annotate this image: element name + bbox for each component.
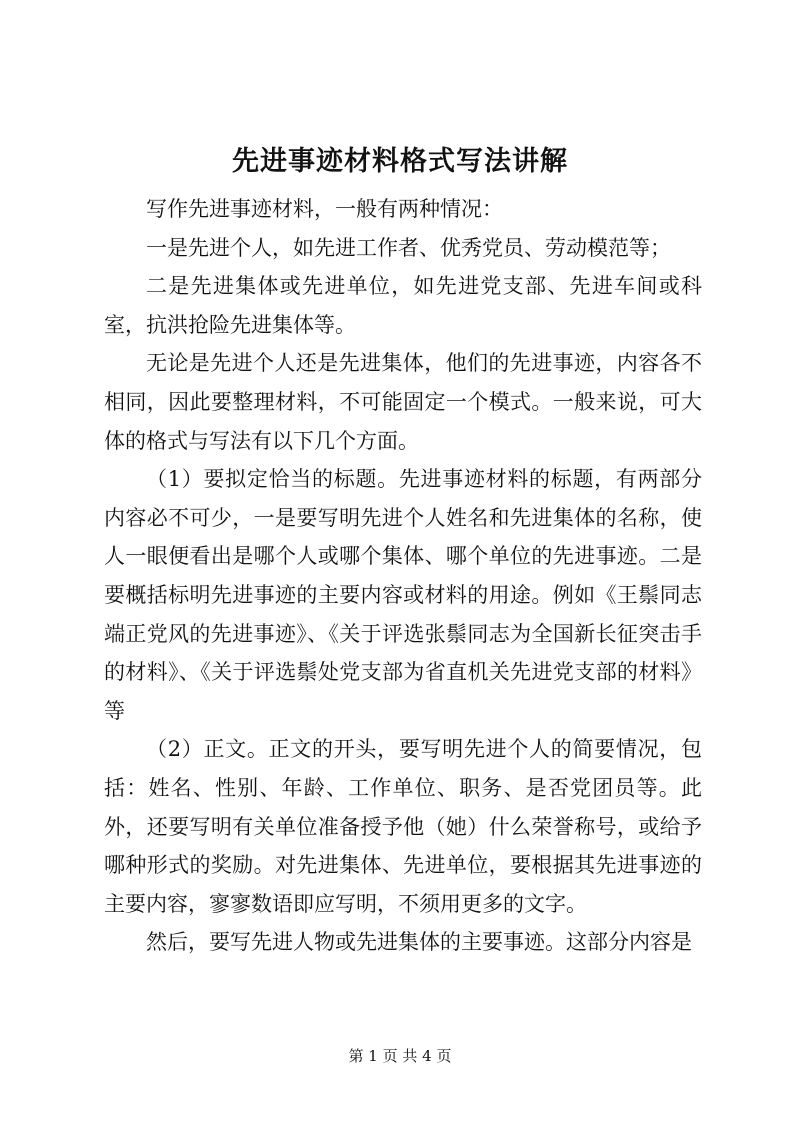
paragraph-body-section: （2）正文。正文的开头，要写明先进个人的简要情况，包括：姓名、性别、年龄、工作单位、职务、是否党团员等。此外，还要写明有关单位准备授予他（她）什么荣誉称号，或给予哪种形式的奖励。对先进集体、先进单位，要根据其先进事迹的主要内容，寥寥数语即应写明，不须用更多的文字。 (104, 737, 702, 916)
paragraph-main-deeds: 然后，要写先进人物或先进集体的主要事迹。这部分内容是 (146, 930, 692, 955)
paragraph-collective: 二是先进集体或先进单位，如先进党支部、先进车间或科室，抗洪抢险先进集体等。 (104, 274, 702, 337)
page-footer: 第 1 页 共 4 页 (348, 1047, 452, 1065)
document-title: 先进事迹材料格式写法讲解 (232, 146, 568, 177)
paragraph-title-section: （1）要拟定恰当的标题。先进事迹材料的标题，有两部分内容必不可少，一是要写明先进个人姓名和先进集体的名称，使人一眼便看出是哪个人或哪个集体、哪个单位的先进事迹。二是要概括标明先进事迹的主要内容或材料的用途。例如《王鬃同志端正党风的先进事迹》、《关于评选张鬃同志为全国新长征突击手的材料》、《关于评选鬃处党支部为省直机关先进党支部的材料》等 (104, 467, 702, 723)
document-body (104, 190, 702, 962)
paragraph-intro: 写作先进事迹材料，一般有两种情况： (146, 197, 503, 221)
paragraph-individual: 一是先进个人，如先进工作者、优秀党员、劳动模范等； (146, 235, 671, 260)
paragraph-general: 无论是先进个人还是先进集体，他们的先进事迹，内容各不相同，因此要整理材料，不可能固定一个模式。一般来说，可大体的格式与写法有以下几个方面。 (104, 351, 702, 453)
